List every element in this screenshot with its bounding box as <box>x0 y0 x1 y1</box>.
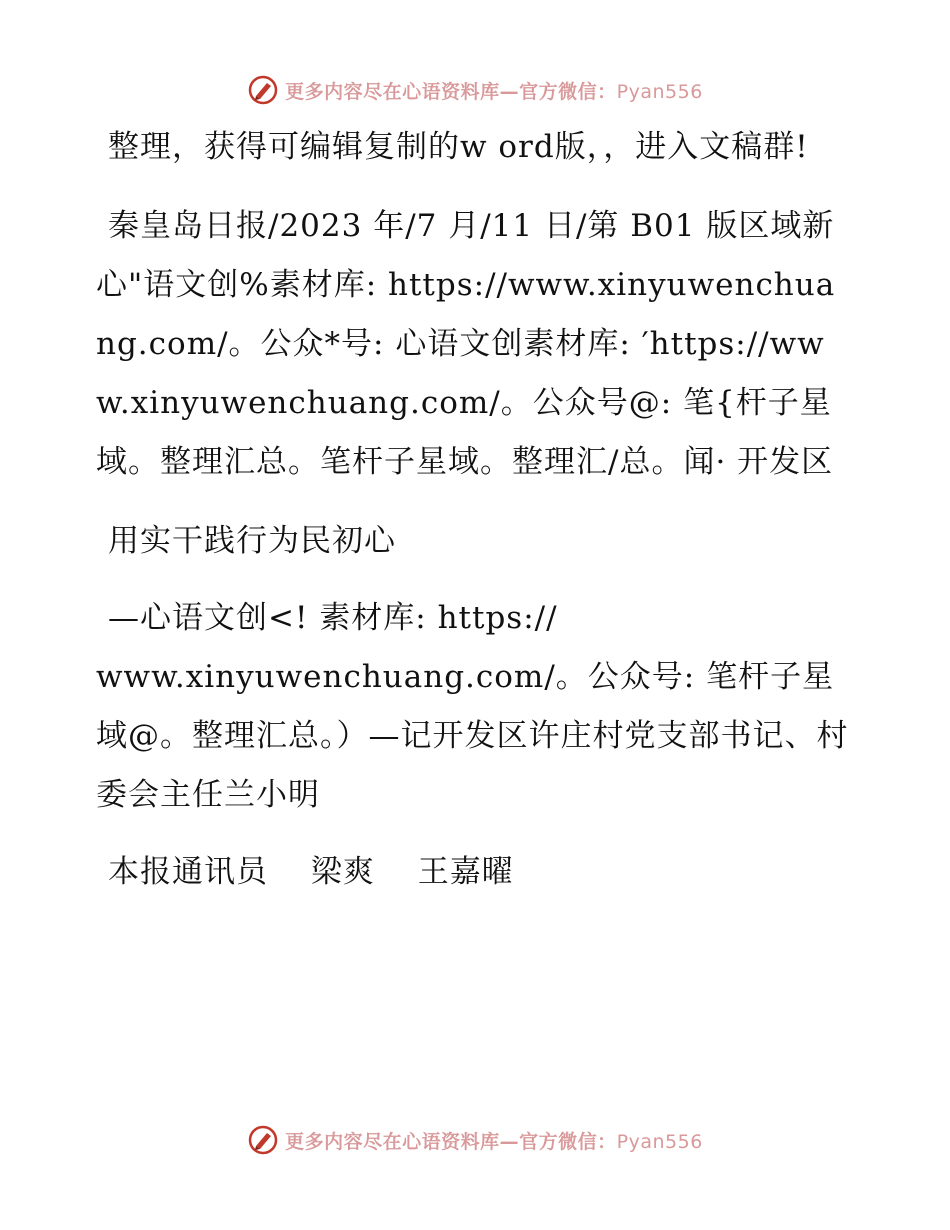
byline: 本报通讯员 梁爽 王嘉曜 <box>108 854 514 890</box>
banner-text: 更多内容尽在心语资料库—官方微信：Pyan556 <box>285 1130 703 1153</box>
header-banner <box>0 70 950 110</box>
banner-wechat-handle: Pyan556 <box>616 80 703 103</box>
banner-text: 更多内容尽在心语资料库—官方微信：Pyan556 <box>285 80 703 103</box>
banner-wechat-handle: Pyan556 <box>616 1130 703 1153</box>
footer-banner <box>0 1120 950 1160</box>
intro-paragraph: 整理，获得可编辑复制的w ord版，，进入文稿群! <box>108 129 809 165</box>
source-paragraph: 秦皇岛日报/2023 年/7 月/11 日/第 B01 版区域新心"语文创%素材库: https://www.xinyuwenchuang.com/。公众*号: 心语文创素材库: ′https://www.xinyuwenchuang.com/。公众号@: 笔{杆子星域。整理汇总。笔杆子星域。整理汇/总。闻· 开发区 <box>96 208 836 480</box>
pen-logo-icon <box>247 74 279 106</box>
article-subheadline: —心语文创<! 素材库: https:// www.xinyuwenchuang.com/。公众号: 笔杆子星域@。整理汇总。）—记开发区许庄村党支部书记、村委会主任兰小明 <box>96 600 849 813</box>
article-headline: 用实干践行为民初心 <box>108 523 396 559</box>
pen-logo-icon <box>247 1124 279 1156</box>
document-body <box>96 118 856 902</box>
